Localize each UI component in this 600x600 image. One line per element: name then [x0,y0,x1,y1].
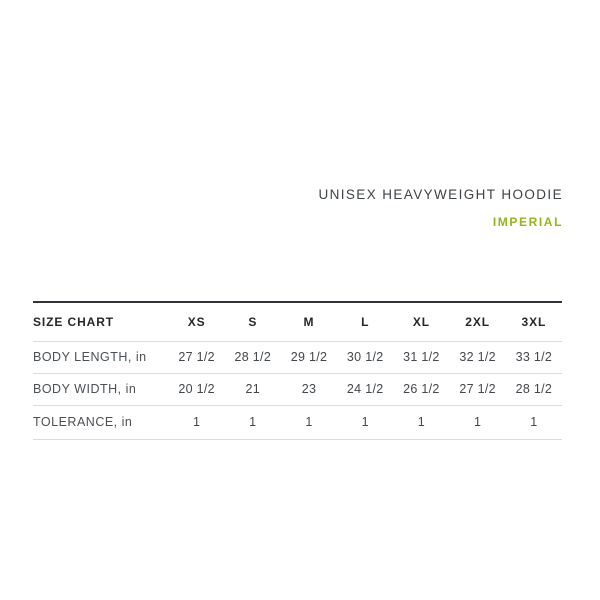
table-row [33,341,562,373]
cell-tolerance-2xl: 1 [473,415,482,429]
cell-tolerance-xs: 1 [192,415,201,429]
table-row [33,405,562,439]
size-chart-table [33,301,562,440]
cell-body-length-m: 29 1/2 [290,350,328,364]
product-header [318,187,563,229]
size-chart-heading: SIZE CHART [33,314,114,329]
cell-tolerance-xl: 1 [417,415,426,429]
cell-body-length-2xl: 32 1/2 [459,350,496,364]
row-label-body-length: BODY LENGTH, in [33,350,147,364]
cell-tolerance-3xl: 1 [530,415,538,429]
cell-body-length-l: 30 1/2 [346,350,384,364]
cell-body-width-m: 23 [301,382,317,396]
unit-system-label: IMPERIAL [492,215,563,229]
column-header-l: L [361,314,370,329]
cell-body-length-xl: 31 1/2 [403,350,440,364]
column-header-2xl: 2XL [465,314,490,329]
cell-tolerance-m: 1 [305,415,313,429]
column-header-xs: XS [187,314,206,329]
cell-body-width-2xl: 27 1/2 [459,382,496,396]
row-label-body-width: BODY WIDTH, in [33,382,137,396]
cell-body-width-s: 21 [245,382,261,396]
cell-body-width-xl: 26 1/2 [403,382,440,396]
cell-tolerance-s: 1 [249,415,257,429]
cell-body-length-xs: 27 1/2 [178,350,215,364]
cell-body-length-s: 28 1/2 [234,350,272,364]
cell-body-length-3xl: 33 1/2 [515,350,553,364]
cell-body-width-xs: 20 1/2 [178,382,215,396]
column-header-s: S [248,314,258,329]
cell-body-width-l: 24 1/2 [346,382,384,396]
table-header-row [33,302,562,341]
table-row [33,373,562,405]
cell-body-width-3xl: 28 1/2 [515,382,553,396]
column-header-3xl: 3XL [521,314,547,329]
row-label-tolerance: TOLERANCE, in [33,415,133,429]
column-header-m: M [303,314,315,329]
column-header-xl: XL [412,314,430,329]
cell-tolerance-l: 1 [361,415,369,429]
product-title: UNISEX HEAVYWEIGHT HOODIE [318,187,563,202]
